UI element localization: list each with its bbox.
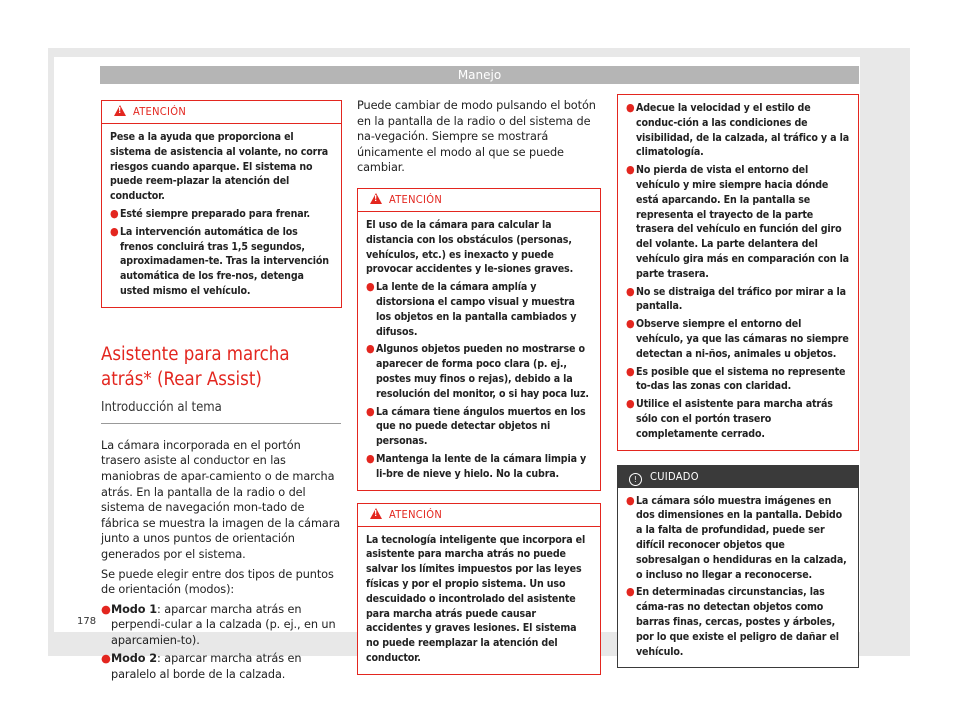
bullet-icon: ● (366, 451, 375, 465)
bullet-icon: ● (626, 397, 635, 411)
sub-title: Introducción al tema (101, 400, 341, 424)
mode-item: ● Modo 1: aparcar marcha atrás en perpendi-cular a la calzada (p. ej., en un aparcamien-to). (101, 602, 336, 647)
column-right (617, 94, 859, 668)
warning-bullet: ● Adecue la velocidad y el estilo de conduc-ción a las condiciones de visibilidad, de la calzada, al tráfico y a la climatología. (626, 101, 849, 159)
warning-box (357, 503, 601, 675)
page-number: 178 (77, 616, 97, 627)
warning-bullet: ● La lente de la cámara amplía y distorsiona el campo visual y muestra los objetos en la pantalla cambiados y difusos. (366, 280, 577, 338)
mode-switch-text (357, 98, 601, 176)
warning-heading: ATENCIÓN (133, 105, 187, 118)
warning-box-continued (617, 94, 859, 451)
warning-heading: ATENCIÓN (389, 192, 443, 206)
bullet-icon: ● (626, 493, 635, 507)
warning-bullet: ● Observe siempre el entorno del vehículo, ya que las cámaras no siempre detectan a ni-ños, animales u objetos. (626, 317, 849, 360)
warning-triangle-icon (370, 508, 382, 519)
caution-box (617, 465, 859, 669)
warning-intro: El uso de la cámara para calcular la distancia con los obstáculos (personas, vehículos, etc.) es inexacto y puede provocar accidentes y le-siones graves. (366, 218, 574, 276)
warning-bullet: ● Mantenga la lente de la cámara limpia y li-bre de nieve y hielo. No la cubra. (366, 451, 587, 480)
bullet-icon: ● (626, 163, 635, 177)
warning-body (102, 124, 341, 307)
bullet-icon: ● (101, 652, 111, 666)
bullet-icon: ● (110, 206, 119, 220)
warning-header (358, 504, 600, 527)
warning-box (101, 100, 342, 308)
warning-header (102, 101, 341, 124)
warning-intro: Pese a la ayuda que proporciona el sistema de asistencia al volante, no corra riesgos cuando aparque. El sistema no puede reem-plazar la atención del conductor. (110, 131, 329, 203)
paragraph: La cámara incorporada en el portón trasero asiste al conductor en las maniobras de apar-camiento o de marcha atrás. En la pantalla de la radio o del sistema de navegación mon-tado de fábrica se muestra la imagen de la cámara junto a unos puntos de orientación generados por el sistema. (101, 438, 341, 561)
bullet-icon: ● (366, 342, 375, 356)
caution-heading: CUIDADO (650, 469, 699, 483)
section-title: Asistente para marcha atrás* (Rear Assist) (101, 343, 290, 390)
bullet-icon: ● (626, 585, 635, 599)
info-circle-icon: ! (629, 473, 642, 486)
column-left (101, 100, 342, 683)
paragraph: Puede cambiar de modo pulsando el botón en la pantalla de la radio o del sistema de na-vegación. Siempre se mostrará únicamente el modo al que se puede cambiar. (357, 99, 596, 175)
warning-bullet: ● No pierda de vista el entorno del vehículo y mire siempre hacia dónde está aparcando. En la pantalla se representa el trayecto de la parte trasera del vehículo en función del giro del volante. La parte delantera del vehículo gira más en comparación con la parte trasera. (626, 163, 849, 280)
warning-bullet: ● Algunos objetos pueden no mostrarse o aparecer de forma poco clara (p. ej., postes muy finos o rejas), debido a la resolución del monitor, o si hay poca luz. (366, 342, 589, 400)
bullet-icon: ● (366, 280, 375, 294)
warning-intro: La tecnología inteligente que incorpora el asistente para marcha atrás no puede salvar los límites impuestos por las leyes físicas y por el propio sistema. Un uso descuidado o incontrolado del asistente para marcha atrás puede causar accidentes y graves lesiones. El sistema no puede reemplazar la atención del conductor. (366, 533, 586, 664)
warning-body (618, 95, 858, 450)
bullet-icon: ● (626, 101, 635, 114)
caution-bullet: ● En determinadas circunstancias, las cáma-ras no detectan objetos como barras finas, cercas, postes y árboles, por lo que existe el peligro de dañar el vehículo. (626, 585, 839, 658)
warning-bullet: ● Esté siempre preparado para frenar. (110, 206, 311, 220)
warning-bullet: ● La intervención automática de los frenos concluirá tras 1,5 segundos, aproximadamen-te. Tras la intervención automática de los fre-nos, detenga usted mismo el vehículo. (110, 224, 329, 297)
mode-item: ● Modo 2: aparcar marcha atrás en paralelo al borde de la calzada. (101, 652, 302, 682)
column-middle (357, 98, 601, 675)
warning-box (357, 188, 601, 491)
bullet-icon: ● (366, 404, 375, 418)
caution-header (617, 465, 859, 488)
bullet-icon: ● (626, 317, 635, 331)
paragraph: Se puede elegir entre dos tipos de puntos de orientación (modos): (101, 567, 334, 597)
bullet-icon: ● (101, 602, 111, 616)
warning-bullet: ● No se distraiga del tráfico por mirar a la pantalla. (626, 284, 846, 313)
warning-header (358, 189, 600, 212)
intro-text (101, 438, 342, 683)
warning-body (358, 212, 600, 490)
warning-triangle-icon (370, 193, 382, 204)
warning-triangle-icon (114, 105, 126, 116)
bullet-icon: ● (110, 224, 119, 238)
page-header: Manejo (100, 66, 859, 84)
caution-body (617, 488, 859, 669)
bullet-icon: ● (626, 284, 635, 298)
bullet-icon: ● (626, 364, 635, 378)
caution-bullet: ● La cámara sólo muestra imágenes en dos dimensiones en la pantalla. Debido a la falta de profundidad, puede ser difícil reconocer objetos que sobresalgan o hendiduras en la calzada, o incluso no llegar a reconocerse. (626, 493, 847, 581)
warning-bullet: ● Utilice el asistente para marcha atrás sólo con el portón trasero completamente cerrado. (626, 397, 833, 440)
warning-bullet: ● Es posible que el sistema no represente to-das las zonas con claridad. (626, 364, 846, 393)
warning-heading: ATENCIÓN (389, 507, 443, 521)
warning-body (358, 527, 600, 674)
warning-bullet: ● La cámara tiene ángulos muertos en los que no puede detectar objetos ni personas. (366, 404, 586, 448)
